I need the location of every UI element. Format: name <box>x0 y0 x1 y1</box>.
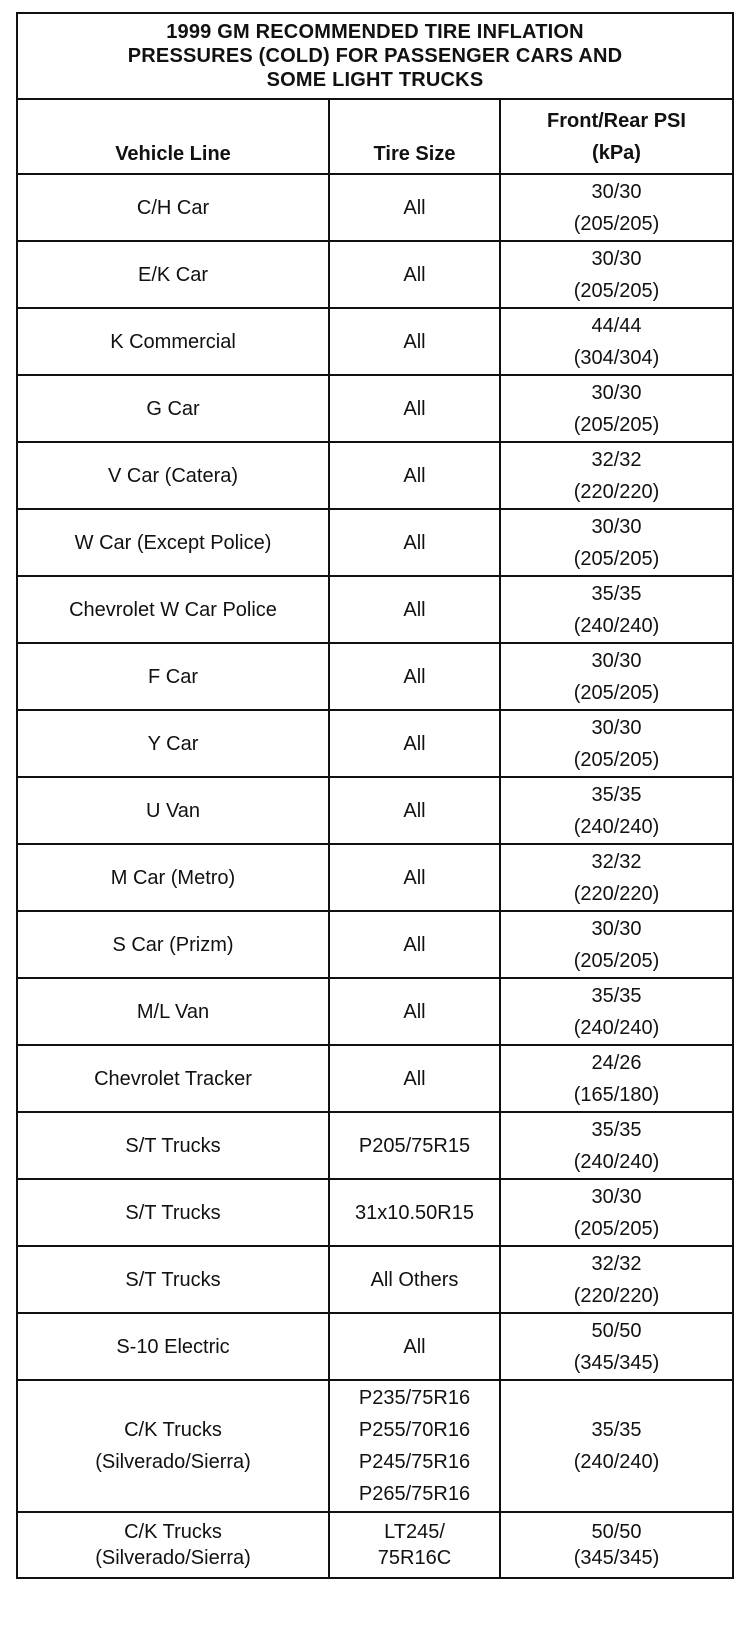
vehicle-line-cell <box>18 1045 329 1112</box>
vehicle-line-text: Chevrolet Tracker <box>94 1067 252 1090</box>
tire-size-text: All <box>403 799 426 822</box>
vehicle-line-text: Chevrolet W Car Police <box>69 598 277 621</box>
vehicle-line-text: (Silverado/Sierra) <box>95 1547 251 1569</box>
pressure-kpa: (220/220) <box>573 882 660 905</box>
table-row <box>18 174 732 241</box>
tire-size-cell <box>329 1380 500 1512</box>
pressure-kpa: (220/220) <box>573 480 660 503</box>
pressure-psi: 50/50 <box>591 1319 642 1342</box>
pressure-cell <box>500 1045 732 1112</box>
pressure-cell <box>500 375 732 442</box>
pressure-kpa: (205/205) <box>573 413 660 436</box>
tire-size-text: All <box>403 1000 426 1023</box>
pressure-psi: 32/32 <box>591 850 642 873</box>
table-row <box>18 978 732 1045</box>
tire-size-cell <box>329 1112 500 1179</box>
table-row <box>18 1380 732 1512</box>
tire-size-cell <box>329 643 500 710</box>
tire-size-cell <box>329 241 500 308</box>
vehicle-line-text: E/K Car <box>137 263 209 286</box>
pressure-psi: 35/35 <box>591 783 642 806</box>
tire-size-text: 75R16C <box>377 1547 452 1569</box>
tire-size-cell <box>329 1045 500 1112</box>
pressure-cell <box>500 1112 732 1179</box>
table-title <box>18 14 732 100</box>
tire-size-cell <box>329 1246 500 1313</box>
pressure-cell <box>500 1179 732 1246</box>
tire-size-text: P255/70R16 <box>358 1419 471 1441</box>
vehicle-line-text: S/T Trucks <box>125 1134 221 1157</box>
vehicle-line-text: M Car (Metro) <box>110 866 236 889</box>
vehicle-line-cell <box>18 777 329 844</box>
pressure-cell <box>500 1246 732 1313</box>
vehicle-line-cell <box>18 1179 329 1246</box>
table-row <box>18 375 732 442</box>
header-tire-size: Tire Size <box>329 100 500 174</box>
pressure-cell <box>500 509 732 576</box>
pressure-kpa: (205/205) <box>573 1217 660 1240</box>
pressure-psi: 30/30 <box>591 247 642 270</box>
tire-size-text: 31x10.50R15 <box>355 1201 474 1224</box>
pressure-kpa: (345/345) <box>573 1547 660 1569</box>
tire-size-text: All <box>403 933 426 956</box>
title-line: SOME LIGHT TRUCKS <box>266 68 484 91</box>
tire-size-cell <box>329 375 500 442</box>
tire-size-text: All <box>403 1335 426 1358</box>
tire-size-cell <box>329 710 500 777</box>
pressure-kpa: (205/205) <box>573 212 660 235</box>
vehicle-line-cell <box>18 375 329 442</box>
vehicle-line-text: C/K Trucks <box>124 1521 222 1543</box>
vehicle-line-cell <box>18 1112 329 1179</box>
pressure-psi: 24/26 <box>591 1051 642 1074</box>
table-row <box>18 1512 732 1577</box>
pressure-psi: 35/35 <box>591 1118 642 1141</box>
pressure-cell <box>500 978 732 1045</box>
tire-size-text: All <box>403 531 426 554</box>
tire-size-text: P245/75R16 <box>358 1451 471 1473</box>
pressure-psi: 35/35 <box>591 984 642 1007</box>
tire-size-text: P205/75R15 <box>358 1134 471 1157</box>
table-row <box>18 710 732 777</box>
table-row <box>18 777 732 844</box>
tire-size-cell <box>329 1179 500 1246</box>
pressure-cell <box>500 643 732 710</box>
title-line: 1999 GM RECOMMENDED TIRE INFLATION <box>166 20 584 43</box>
table-body <box>18 174 732 1577</box>
pressure-psi: 30/30 <box>591 180 642 203</box>
vehicle-line-text: G Car <box>146 397 200 420</box>
table-row <box>18 844 732 911</box>
pressure-kpa: (205/205) <box>573 949 660 972</box>
header-row <box>18 100 732 174</box>
vehicle-line-text: S/T Trucks <box>125 1268 221 1291</box>
vehicle-line-text: V Car (Catera) <box>107 464 239 487</box>
table-row <box>18 1112 732 1179</box>
pressure-psi: 30/30 <box>591 917 642 940</box>
tire-size-text: All Others <box>370 1268 459 1291</box>
tire-size-text: All <box>403 330 426 353</box>
pressure-kpa: (345/345) <box>573 1351 660 1374</box>
tire-size-cell <box>329 308 500 375</box>
vehicle-line-text: C/H Car <box>136 196 210 219</box>
pressure-kpa: (165/180) <box>573 1083 660 1106</box>
pressure-kpa: (205/205) <box>573 547 660 570</box>
pressure-psi: 32/32 <box>591 1252 642 1275</box>
tire-size-cell <box>329 509 500 576</box>
vehicle-line-cell <box>18 442 329 509</box>
vehicle-line-cell <box>18 710 329 777</box>
vehicle-line-cell <box>18 1313 329 1380</box>
pressure-kpa: (240/240) <box>573 1451 660 1473</box>
pressure-cell <box>500 777 732 844</box>
vehicle-line-cell <box>18 1512 329 1577</box>
tire-size-cell <box>329 978 500 1045</box>
vehicle-line-text: (Silverado/Sierra) <box>95 1451 251 1473</box>
tire-size-text: All <box>403 732 426 755</box>
tire-size-cell <box>329 1313 500 1380</box>
table-row <box>18 643 732 710</box>
pressure-psi: 30/30 <box>591 515 642 538</box>
header-vehicle-line: Vehicle Line <box>18 100 329 174</box>
pressure-psi: 44/44 <box>591 314 642 337</box>
table-row <box>18 1313 732 1380</box>
vehicle-line-text: S/T Trucks <box>125 1201 221 1224</box>
title-line: PRESSURES (COLD) FOR PASSENGER CARS AND <box>127 44 623 67</box>
table-row <box>18 308 732 375</box>
pressure-cell <box>500 710 732 777</box>
table-row <box>18 509 732 576</box>
tire-size-text: All <box>403 665 426 688</box>
tire-size-cell <box>329 844 500 911</box>
vehicle-line-cell <box>18 643 329 710</box>
vehicle-line-cell <box>18 1380 329 1512</box>
vehicle-line-text: U Van <box>145 799 201 822</box>
table-row <box>18 1045 732 1112</box>
vehicle-line-cell <box>18 911 329 978</box>
tire-pressure-document <box>16 12 734 1579</box>
tire-pressure-table <box>18 100 732 1577</box>
vehicle-line-cell <box>18 576 329 643</box>
pressure-cell <box>500 442 732 509</box>
pressure-cell <box>500 174 732 241</box>
tire-size-text: P265/75R16 <box>358 1483 471 1505</box>
tire-size-text: All <box>403 263 426 286</box>
tire-size-text: All <box>403 196 426 219</box>
pressure-psi: 30/30 <box>591 381 642 404</box>
pressure-kpa: (240/240) <box>573 815 660 838</box>
pressure-kpa: (205/205) <box>573 748 660 771</box>
pressure-kpa: (220/220) <box>573 1284 660 1307</box>
tire-size-text: All <box>403 598 426 621</box>
vehicle-line-text: F Car <box>148 665 198 688</box>
table-row <box>18 1179 732 1246</box>
pressure-cell <box>500 844 732 911</box>
table-row <box>18 576 732 643</box>
pressure-cell <box>500 308 732 375</box>
pressure-psi: 50/50 <box>591 1521 642 1543</box>
vehicle-line-cell <box>18 844 329 911</box>
pressure-kpa: (304/304) <box>573 346 660 369</box>
vehicle-line-cell <box>18 1246 329 1313</box>
pressure-kpa: (240/240) <box>573 1150 660 1173</box>
tire-size-cell <box>329 777 500 844</box>
tire-size-text: All <box>403 866 426 889</box>
table-row <box>18 442 732 509</box>
tire-size-cell <box>329 174 500 241</box>
table-row <box>18 241 732 308</box>
pressure-psi: 30/30 <box>591 1185 642 1208</box>
tire-size-cell <box>329 911 500 978</box>
pressure-cell <box>500 241 732 308</box>
vehicle-line-text: Y Car <box>147 732 199 755</box>
pressure-kpa: (240/240) <box>573 614 660 637</box>
tire-size-text: All <box>403 397 426 420</box>
pressure-psi: 30/30 <box>591 716 642 739</box>
vehicle-line-cell <box>18 174 329 241</box>
pressure-psi: 32/32 <box>591 448 642 471</box>
tire-size-cell <box>329 1512 500 1577</box>
pressure-psi: 35/35 <box>591 1419 642 1441</box>
pressure-kpa: (205/205) <box>573 279 660 302</box>
vehicle-line-cell <box>18 308 329 375</box>
vehicle-line-text: W Car (Except Police) <box>74 531 272 554</box>
table-row <box>18 1246 732 1313</box>
pressure-kpa: (240/240) <box>573 1016 660 1039</box>
vehicle-line-text: S Car (Prizm) <box>112 933 234 956</box>
vehicle-line-text: M/L Van <box>136 1000 210 1023</box>
pressure-psi: 35/35 <box>591 582 642 605</box>
pressure-kpa: (205/205) <box>573 681 660 704</box>
header-psi-line1: Front/Rear PSI <box>547 109 686 132</box>
pressure-cell <box>500 576 732 643</box>
tire-size-cell <box>329 576 500 643</box>
tire-size-cell <box>329 442 500 509</box>
table-row <box>18 911 732 978</box>
vehicle-line-text: K Commercial <box>110 330 236 353</box>
header-psi-line2: (kPa) <box>592 141 641 164</box>
tire-size-text: All <box>403 464 426 487</box>
tire-size-text: LT245/ <box>384 1521 445 1543</box>
vehicle-line-cell <box>18 978 329 1045</box>
tire-size-text: P235/75R16 <box>358 1387 471 1409</box>
vehicle-line-cell <box>18 241 329 308</box>
pressure-cell <box>500 1313 732 1380</box>
pressure-cell <box>500 911 732 978</box>
pressure-psi: 30/30 <box>591 649 642 672</box>
vehicle-line-text: C/K Trucks <box>124 1419 222 1441</box>
header-psi <box>500 100 732 174</box>
vehicle-line-cell <box>18 509 329 576</box>
tire-size-text: All <box>403 1067 426 1090</box>
pressure-cell <box>500 1512 732 1577</box>
pressure-cell <box>500 1380 732 1512</box>
vehicle-line-text: S-10 Electric <box>116 1335 230 1358</box>
